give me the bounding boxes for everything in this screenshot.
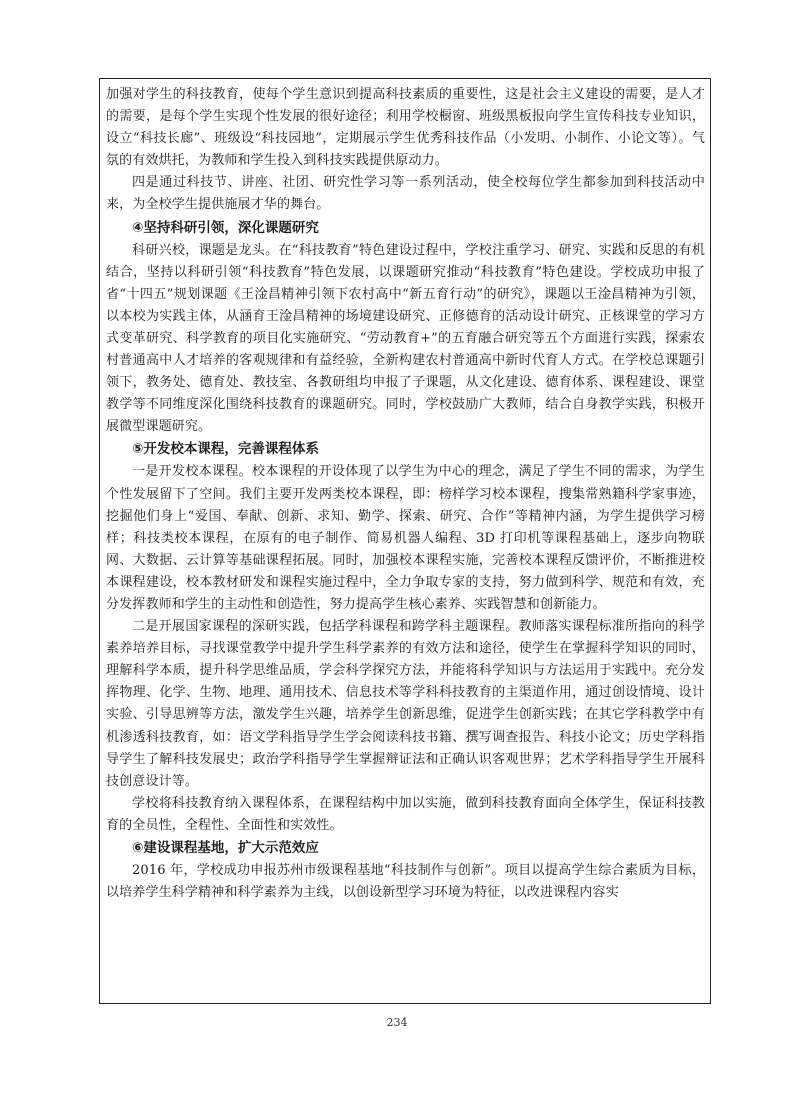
paragraph: 四是通过科技节、讲座、社团、研究性学习等一系列活动，使全校每位学生都参加到科技活动中来，为全校学生提供施展才华的舞台。 bbox=[106, 175, 705, 213]
section-heading: ⑥建设课程基地，扩大示范效应 bbox=[132, 840, 319, 856]
paragraph: 二是开展国家课程的深研实践，包括学科课程和跨学科主题课程。教师落实课程标准所指向的科学素养培养目标，寻找课堂教学中提升学生科学素养的有效方法和途径，使学生在掌握科学知识的同时，理解科学本质，提升科学思维品质，学会科学探究方法，并能将科学知识与方法运用于实践中。充分发挥物理、化学、生物、地理、通用技术、信息技术等学科科技教育的主渠道作用，通过创设情境、设计实验、引导思辨等方法，激发学生兴趣，培养学生创新思维，促进学生创新实践；在其它学科教学中有机渗透科技教育，如：语文学科指导学生学会阅读科技书籍、撰写调查报告、科技小论文；历史学科指导学生了解科技发展史；政治学科指导学生掌握辩证法和正确认识客观世界；艺术学科指导学生开展科技创意设计等。 bbox=[106, 619, 705, 789]
paragraph: 加强对学生的科技教育，使每个学生意识到提高科技素质的重要性，这是社会主义建设的需要，是人才的需要，是每个学生实现个性发展的很好途径；利用学校橱窗、班级黑板报向学生宣传科技专业知识，设立“科技长廊”、班级设“科技园地”，定期展示学生优秀科技作品（小发明、小制作、小论文等）。气氛的有效烘托，为教师和学生投入到科技实践提供原动力。 bbox=[106, 87, 705, 169]
paragraph: 学校将科技教育纳入课程体系，在课程结构中加以实施，做到科技教育面向全体学生，保证科技教育的全员性，全程性、全面性和实效性。 bbox=[106, 795, 705, 833]
page-number: 234 bbox=[386, 1016, 408, 1029]
paragraph: 科研兴校，课题是龙头。在“科技教育”特色建设过程中，学校注重学习、研究、实践和反思的有机结合，坚持以科研引领“科技教育”特色发展，以课题研究推动“科技教育”特色建设。学校成功申报了省“十四五”规划课题《王淦昌精神引领下农村高中“新五育行动”的研究》，课题以王淦昌精神为引领，以本校为实践主体，从涵育王淦昌精神的场境建设研究、正修德育的活动设计研究、正核课堂的学习方式变革研究、科学教育的项目化实施研究、“劳动教育+”的五育融合研究等五个方面进行实践，探索农村普通高中人才培养的客观规律和有益经验，全新构建农村普通高中新时代育人方式。在学校总课题引领下，教务处、德育处、教技室、各教研组均申报了子课题，从文化建设、德育体系、课程建设、课堂教学等不同维度深化围绕科技教育的课题研究。同时，学校鼓励广大教师，结合自身教学实践，积极开展微型课题研究。 bbox=[106, 242, 705, 435]
paragraph: 2016 年，学校成功申报苏州市级课程基地“科技制作与创新”。项目以提高学生综合素质为目标，以培养学生科学精神和科学素养为主线，以创设新型学习环境为特征，以改进课程内容实 bbox=[106, 863, 705, 901]
section-heading: ④坚持科研引领，深化课题研究 bbox=[132, 219, 319, 236]
paragraph: 一是开发校本课程。校本课程的开设体现了以学生为中心的理念，满足了学生不同的需求，为学生个性发展留下了空间。我们主要开发两类校本课程，即：榜样学习校本课程，搜集常熟籍科学家事迹，挖掘他们身上“爱国、奉献、创新、求知、勤学、探索、研究、合作”等精神内涵，为学生提供学习榜样；科技类校本课程，在原有的电子制作、简易机器人编程、3D 打印机等课程基础上，逐步向物联网、大数据、云计算等基础课程拓展。同时，加强校本课程实施，完善校本课程反馈评价，不断推进校本课程建设，校本教材研发和课程实施过程中，全力争取专家的支持，努力做到科学、规范和有效，充分发挥教师和学生的主动性和创造性，努力提高学生核心素养、实践智慧和创新能力。 bbox=[106, 464, 705, 612]
document-body bbox=[106, 84, 705, 998]
section-heading: ⑤开发校本课程，完善课程体系 bbox=[132, 441, 319, 458]
